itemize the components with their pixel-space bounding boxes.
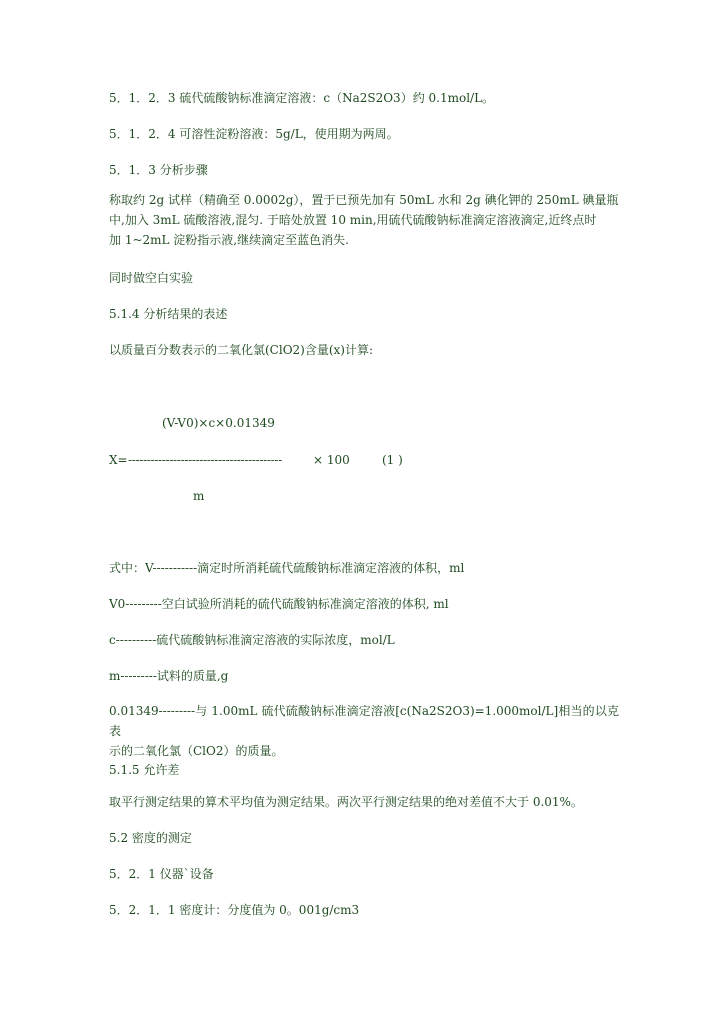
blank-test-line: 同时做空白实验 xyxy=(109,271,194,285)
definition-c: c----------硫代硫酸钠标准滴定溶液的实际浓度，mol/L xyxy=(109,633,395,647)
section-5-2-heading: 5.2 密度的测定 xyxy=(109,831,192,845)
section-5-1-4-heading: 5.1.4 分析结果的表述 xyxy=(109,307,228,321)
formula-x-label: X= xyxy=(109,453,128,467)
formula-times-100: × 100 xyxy=(313,453,350,467)
section-5-2-1-1: 5．2．1．1 密度计：分度值为 0。001g/cm3 xyxy=(109,903,360,917)
section-5-1-3-heading: 5．1．3 分析步骤 xyxy=(109,163,208,177)
section-5-2-1-heading: 5．2．1 仪器`设备 xyxy=(109,867,214,881)
procedure-line-2: 中,加入 3mL 硫酸溶液,混匀. 于暗处放置 10 min,用硫代硫酸钠标准滴定溶液滴定,近终点时 xyxy=(109,213,597,227)
definition-m: m---------试料的质量,g xyxy=(109,669,229,683)
procedure-line-1: 称取约 2g 试样（精确至 0.0002g），置于已预先加有 50mL 水和 2g 碘化钾的 250mL 碘量瓶 xyxy=(109,193,619,207)
definition-constant-line-1: 0.01349---------与 1.00mL 硫代硫酸钠标准滴定溶液[c(Na2S2O3)=1.000mol/L]相当的以克表 xyxy=(109,704,619,738)
definition-V0: V0---------空白试验所消耗的硫代硫酸钠标准滴定溶液的体积, ml xyxy=(109,597,449,611)
section-5-1-2-4: 5．1．2．4 可溶性淀粉溶液：5g/L，使用期为两周。 xyxy=(109,127,399,141)
formula-numerator: (V-V0)×c×0.01349 xyxy=(162,416,275,430)
calculation-intro: 以质量百分数表示的二氧化氯(ClO2)含量(x)计算: xyxy=(109,343,374,357)
section-5-1-5-heading: 5.1.5 允许差 xyxy=(109,763,180,777)
formula-fraction-line: ----------------------------------------- xyxy=(128,453,282,467)
formula-equation-number: (1 ) xyxy=(382,453,403,467)
definition-constant-line-2: 示的二氧化氯（ClO2）的质量。 xyxy=(109,744,284,758)
procedure-line-3: 加 1~2mL 淀粉指示液,继续滴定至蓝色消失. xyxy=(109,233,349,247)
procedure-paragraph xyxy=(109,190,619,250)
formula-denominator: m xyxy=(193,489,205,503)
section-5-1-2-3: 5．1．2．3 硫代硫酸钠标准滴定溶液：c（Na2S2O3）约 0.1mol/L。 xyxy=(109,91,495,105)
definition-V: 式中：V-----------滴定时所消耗硫代硫酸钠标准滴定溶液的体积，ml xyxy=(109,561,465,575)
definition-constant xyxy=(109,701,619,761)
tolerance-text: 取平行测定结果的算术平均值为测定结果。两次平行测定结果的绝对差值不大于 0.01%。 xyxy=(109,795,583,809)
